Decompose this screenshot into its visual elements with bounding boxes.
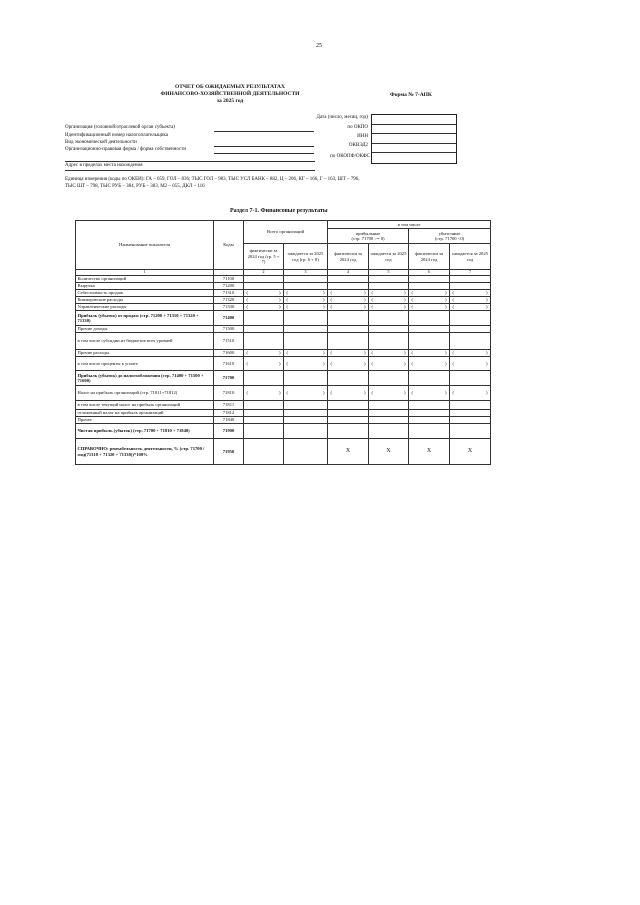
row-label: СПРАВОЧНО: рентабельность деятельности, % (стр. 71700 /мод(71310 + 71320 + 71330))*100%: [76, 439, 214, 465]
value-cell[interactable]: [244, 333, 284, 350]
value-cell[interactable]: [328, 276, 369, 283]
value-cell[interactable]: [450, 283, 491, 290]
value-cell[interactable]: ( ): [369, 290, 409, 297]
table-row: [76, 283, 491, 290]
org-field-label: Организация (головной/отраслевой орган субъекта): [65, 125, 176, 130]
section-title: Раздел 7-1. Финансовые результаты: [230, 208, 328, 214]
report-title-line-3: за 2025 год: [216, 98, 244, 104]
value-cell[interactable]: [369, 417, 409, 424]
table-row: [76, 333, 491, 350]
value-cell[interactable]: [328, 401, 369, 410]
value-cell[interactable]: ( ): [328, 304, 369, 311]
value-cell[interactable]: [328, 417, 369, 424]
row-code: 71500: [214, 326, 244, 333]
value-cell[interactable]: [244, 326, 284, 333]
value-cell[interactable]: ( ): [244, 386, 284, 401]
value-cell[interactable]: [284, 276, 328, 283]
row-label: в том числе проценты к уплате: [76, 357, 214, 371]
row-code: 71400: [214, 311, 244, 326]
value-cell[interactable]: ( ): [328, 297, 369, 304]
value-cell[interactable]: ( ): [284, 350, 328, 357]
value-cell[interactable]: [369, 276, 409, 283]
table-row: [76, 297, 491, 304]
table-row: [76, 350, 491, 357]
value-cell[interactable]: [284, 326, 328, 333]
value-cell[interactable]: [328, 326, 369, 333]
row-code: 71840: [214, 417, 244, 424]
row-label: Количество организаций: [76, 276, 214, 283]
table-row: [76, 439, 491, 465]
row-label: Прочие доходы: [76, 326, 214, 333]
col-header-name: Наименование показателя: [76, 221, 214, 270]
value-cell[interactable]: ( ): [409, 357, 450, 371]
value-cell[interactable]: ( ): [409, 386, 450, 401]
value-cell[interactable]: [244, 410, 284, 417]
table-row: [76, 417, 491, 424]
value-cell[interactable]: [450, 333, 491, 350]
row-code: 71811: [214, 401, 244, 410]
row-label: в том числе текущий налог на прибыль организаций: [76, 401, 214, 410]
inn-label: ИНН: [357, 134, 368, 139]
value-cell[interactable]: [244, 424, 284, 439]
value-cell[interactable]: ( ): [450, 357, 491, 371]
value-cell[interactable]: [369, 371, 409, 386]
value-cell[interactable]: ( ): [369, 357, 409, 371]
row-label: Прочее: [76, 417, 214, 424]
code-cell-date[interactable]: [372, 115, 456, 125]
okopf-label: по ОКОПФ/ОКФС: [330, 154, 370, 159]
code-cell-okpo[interactable]: [372, 125, 456, 135]
value-cell[interactable]: ( ): [284, 386, 328, 401]
table-row: [76, 357, 491, 371]
value-cell[interactable]: [450, 371, 491, 386]
table-row: [76, 401, 491, 410]
okopf-field-label: Организационно-правовая форма / форма собственности: [65, 147, 187, 152]
value-cell[interactable]: [369, 283, 409, 290]
row-label: в том числе субсидии из бюджетов всех уровней: [76, 333, 214, 350]
table-row: [76, 326, 491, 333]
report-title-line-2: ФИНАНСОВО-ХОЗЯЙСТВЕННОЙ ДЕЯТЕЛЬНОСТИ: [160, 91, 300, 97]
value-cell[interactable]: X: [328, 439, 369, 465]
row-label: Прибыль (убыток) от продаж (стр. 71200 + 71310 + 71320 + 71330): [76, 311, 214, 326]
row-label: Налог на прибыль организаций (стр. 71811+71812): [76, 386, 214, 401]
row-label: Коммерческие расходы: [76, 297, 214, 304]
page-number: 25: [316, 43, 322, 49]
value-cell[interactable]: [284, 417, 328, 424]
code-cell-inn[interactable]: [372, 134, 456, 144]
value-cell[interactable]: [450, 311, 491, 326]
col-header-loss: убыточные (стр. 71700 <0): [409, 229, 491, 244]
value-cell[interactable]: ( ): [409, 297, 450, 304]
row-code: 71700: [214, 371, 244, 386]
value-cell[interactable]: [369, 333, 409, 350]
value-cell[interactable]: [409, 401, 450, 410]
row-code: 71200: [214, 283, 244, 290]
table-row: [76, 386, 491, 401]
value-cell[interactable]: [409, 326, 450, 333]
value-cell[interactable]: ( ): [450, 290, 491, 297]
row-label: Прибыль (убыток) до налогообложения (стр. 71400 + 71500 + 71600): [76, 371, 214, 386]
value-cell[interactable]: ( ): [409, 304, 450, 311]
value-cell[interactable]: ( ): [450, 350, 491, 357]
value-cell[interactable]: [369, 401, 409, 410]
value-cell[interactable]: [409, 371, 450, 386]
value-cell[interactable]: [369, 424, 409, 439]
col-header-expected-profitable: ожидается за 2025 год: [369, 244, 409, 270]
value-cell[interactable]: [244, 371, 284, 386]
value-cell[interactable]: [284, 333, 328, 350]
value-cell[interactable]: [328, 424, 369, 439]
okved-field-label: Вид экономической деятельности: [65, 140, 137, 145]
value-cell[interactable]: ( ): [369, 304, 409, 311]
value-cell[interactable]: [284, 401, 328, 410]
value-cell[interactable]: [450, 410, 491, 417]
value-cell[interactable]: ( ): [369, 350, 409, 357]
code-cell-okopf[interactable]: [372, 153, 456, 163]
value-cell[interactable]: [369, 410, 409, 417]
row-code: 71950: [214, 439, 244, 465]
row-code: 71812: [214, 410, 244, 417]
value-cell[interactable]: ( ): [369, 386, 409, 401]
value-cell[interactable]: [328, 410, 369, 417]
value-cell[interactable]: [284, 424, 328, 439]
value-cell[interactable]: ( ): [328, 357, 369, 371]
value-cell[interactable]: ( ): [328, 350, 369, 357]
value-cell[interactable]: ( ): [328, 290, 369, 297]
row-label: Управленческие расходы: [76, 304, 214, 311]
units-of-measure: Единица измерения (коды по ОКЕИ): ГА – 059, ГОЛ – 836; ТЫС ГОЛ – 983, ТЫС УСЛ БАНК – 882, Ц – 206, КГ – 166, Г – 163, ШТ – 796, ТЫС ШТ – 798, ТЫС РУБ – 384, РУБ – 383, М2 – 055, ДКЛ – 116: [65, 177, 360, 189]
date-label: Дата (число, месяц, год): [316, 115, 368, 120]
value-cell[interactable]: ( ): [244, 350, 284, 357]
value-cell[interactable]: ( ): [244, 357, 284, 371]
table-row: [76, 410, 491, 417]
okpo-label: по ОКПО: [347, 125, 368, 130]
address-field-label: Адрес в пределах места нахождения: [65, 163, 143, 168]
value-cell[interactable]: [409, 311, 450, 326]
value-cell[interactable]: [244, 439, 284, 465]
value-cell[interactable]: [284, 283, 328, 290]
value-cell[interactable]: [244, 401, 284, 410]
row-label: отложенный налог на прибыль организаций: [76, 410, 214, 417]
value-cell[interactable]: [244, 417, 284, 424]
value-cell[interactable]: [409, 417, 450, 424]
value-cell[interactable]: ( ): [244, 304, 284, 311]
row-label: Себестоимость продаж: [76, 290, 214, 297]
value-cell[interactable]: ( ): [244, 297, 284, 304]
report-title-line-1: ОТЧЕТ ОБ ОЖИДАЕМЫХ РЕЗУЛЬТАТАХ: [175, 84, 285, 90]
table-row: [76, 424, 491, 439]
table-row: [76, 371, 491, 386]
value-cell[interactable]: ( ): [284, 357, 328, 371]
value-cell[interactable]: [244, 311, 284, 326]
col-header-actual-profitable: фактически за 2024 год: [328, 244, 369, 270]
value-cell[interactable]: X: [369, 439, 409, 465]
row-code: 71900: [214, 424, 244, 439]
row-label: Выручка: [76, 283, 214, 290]
value-cell[interactable]: [328, 283, 369, 290]
value-cell[interactable]: ( ): [450, 304, 491, 311]
value-cell[interactable]: ( ): [284, 297, 328, 304]
row-code: 71330: [214, 304, 244, 311]
value-cell[interactable]: [244, 283, 284, 290]
value-cell[interactable]: ( ): [284, 290, 328, 297]
value-cell[interactable]: [450, 401, 491, 410]
row-code: 71810: [214, 386, 244, 401]
table-row: [76, 290, 491, 297]
table-row: [76, 276, 491, 283]
inn-field-label: Идентификационный номер налогоплательщика: [65, 133, 169, 138]
value-cell[interactable]: [244, 276, 284, 283]
table-row: [76, 304, 491, 311]
okved-label: ОКВЭД2: [348, 143, 368, 148]
value-cell[interactable]: [284, 439, 328, 465]
col-header-actual-loss: фактически за 2024 год: [409, 244, 450, 270]
column-numbers-row: 1 2 3 4 5 6 7: [76, 270, 491, 276]
col-header-expected-loss: ожидается за 2025 год: [450, 244, 491, 270]
row-code: 71610: [214, 357, 244, 371]
codes-box: [371, 114, 457, 164]
row-label: Прочие расходы: [76, 350, 214, 357]
row-code: 71510: [214, 333, 244, 350]
value-cell[interactable]: ( ): [328, 386, 369, 401]
code-cell-okved[interactable]: [372, 144, 456, 154]
value-cell[interactable]: [284, 410, 328, 417]
col-header-expected-total: ожидается за 2025 год (гр. 6 + 8): [284, 244, 328, 270]
value-cell[interactable]: ( ): [369, 297, 409, 304]
value-cell[interactable]: [328, 333, 369, 350]
col-header-actual-total: фактически за 2024 год (гр. 5 + 7): [244, 244, 284, 270]
col-header-profitable: прибыльные (стр. 71700 >= 0): [328, 229, 409, 244]
value-cell[interactable]: [328, 311, 369, 326]
value-cell[interactable]: ( ): [284, 304, 328, 311]
value-cell[interactable]: X: [409, 439, 450, 465]
value-cell[interactable]: [409, 276, 450, 283]
value-cell[interactable]: [450, 417, 491, 424]
value-cell[interactable]: ( ): [409, 350, 450, 357]
form-label: Форма № 7-АПК: [390, 92, 432, 98]
value-cell[interactable]: [284, 311, 328, 326]
row-code: 71100: [214, 276, 244, 283]
value-cell[interactable]: [328, 371, 369, 386]
value-cell[interactable]: [409, 410, 450, 417]
value-cell[interactable]: [409, 333, 450, 350]
value-cell[interactable]: ( ): [409, 290, 450, 297]
value-cell[interactable]: [284, 371, 328, 386]
row-code: 71600: [214, 350, 244, 357]
row-code: 71310: [214, 290, 244, 297]
value-cell[interactable]: ( ): [450, 386, 491, 401]
row-label: Чистая прибыль (убыток) (стр. 71700 + 71810 + 71840): [76, 424, 214, 439]
col-header-total: Всего организаций: [244, 221, 328, 244]
value-cell[interactable]: [409, 424, 450, 439]
value-cell[interactable]: X: [450, 439, 491, 465]
value-cell[interactable]: [369, 326, 409, 333]
value-cell[interactable]: ( ): [244, 290, 284, 297]
value-cell[interactable]: [450, 326, 491, 333]
col-header-code: Коды: [214, 221, 244, 270]
value-cell[interactable]: [450, 424, 491, 439]
value-cell[interactable]: ( ): [450, 297, 491, 304]
value-cell[interactable]: [450, 276, 491, 283]
row-code: 71320: [214, 297, 244, 304]
col-header-in-that-number: в том числе: [328, 221, 491, 229]
table-row: [76, 311, 491, 326]
value-cell[interactable]: [369, 311, 409, 326]
value-cell[interactable]: [409, 283, 450, 290]
financial-results-table: [75, 220, 491, 465]
